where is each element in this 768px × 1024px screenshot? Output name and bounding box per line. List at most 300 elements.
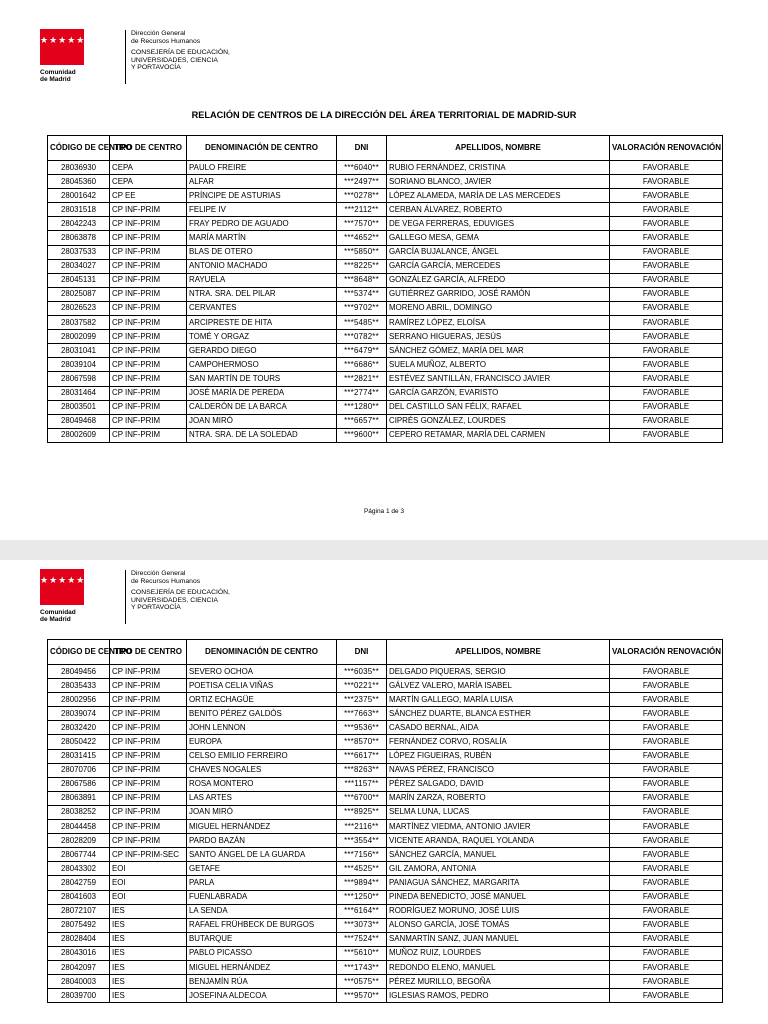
centers-table-page-2	[47, 639, 723, 1003]
table-row	[48, 848, 723, 862]
codigo-cell: 28001642	[48, 189, 110, 203]
table-row	[48, 665, 723, 679]
table-row	[48, 175, 723, 189]
denominacion-cell: FELIPE IV	[187, 203, 337, 217]
tipo-cell: CP INF-PRIM	[110, 665, 187, 679]
codigo-cell: 28067744	[48, 848, 110, 862]
table-row	[48, 876, 723, 890]
nombre-cell: PINEDA BENEDICTO, JOSÉ MANUEL	[387, 890, 610, 904]
valoracion-cell: FAVORABLE	[610, 876, 723, 890]
table-row	[48, 316, 723, 330]
codigo-cell: 28042759	[48, 876, 110, 890]
tipo-cell: CP INF-PRIM	[110, 721, 187, 735]
tipo-cell: CP INF-PRIM	[110, 245, 187, 259]
nombre-cell: PÉREZ SALGADO, DAVID	[387, 777, 610, 791]
table-row	[48, 287, 723, 301]
tipo-cell: CP INF-PRIM	[110, 707, 187, 721]
stars-icon: ★★★★★★★	[40, 35, 104, 45]
tipo-cell: EOI	[110, 890, 187, 904]
table-row	[48, 372, 723, 386]
header-valoracion: VALORACIÓN RENOVACIÓN	[610, 136, 723, 161]
denominacion-cell: MARÍA MARTÍN	[187, 231, 337, 245]
tipo-cell: CP INF-PRIM	[110, 330, 187, 344]
codigo-cell: 28049456	[48, 665, 110, 679]
denominacion-cell: CHAVES NOGALES	[187, 763, 337, 777]
table-row	[48, 400, 723, 414]
table-row	[48, 231, 723, 245]
nombre-cell: SÁNCHEZ GARCÍA, MANUEL	[387, 848, 610, 862]
valoracion-cell: FAVORABLE	[610, 693, 723, 707]
header-valoracion: VALORACIÓN RENOVACIÓN	[610, 640, 723, 665]
table-row	[48, 834, 723, 848]
nombre-cell: IGLESIAS RAMOS, PEDRO	[387, 989, 610, 1003]
codigo-cell: 28002609	[48, 428, 110, 442]
denominacion-cell: PAULO FREIRE	[187, 161, 337, 175]
valoracion-cell: FAVORABLE	[610, 862, 723, 876]
logo-org-name: Comunidad de Madrid	[40, 609, 76, 623]
denominacion-cell: NTRA. SRA. DE LA SOLEDAD	[187, 428, 337, 442]
valoracion-cell: FAVORABLE	[610, 791, 723, 805]
codigo-cell: 28037582	[48, 316, 110, 330]
codigo-cell: 28045131	[48, 273, 110, 287]
tipo-cell: CP INF-PRIM	[110, 414, 187, 428]
tipo-cell: CP INF-PRIM	[110, 735, 187, 749]
table-row	[48, 358, 723, 372]
nombre-cell: NAVAS PÉREZ, FRANCISCO	[387, 763, 610, 777]
nombre-cell: DELGADO PIQUERAS, SERGIO	[387, 665, 610, 679]
header-codigo: CÓDIGO DE CENTRO	[48, 640, 110, 665]
codigo-cell: 28075492	[48, 918, 110, 932]
denominacion-cell: CAMPOHERMOSO	[187, 358, 337, 372]
valoracion-cell: FAVORABLE	[610, 749, 723, 763]
codigo-cell: 28003501	[48, 400, 110, 414]
valoracion-cell: FAVORABLE	[610, 904, 723, 918]
denominacion-cell: FRAY PEDRO DE AGUADO	[187, 217, 337, 231]
valoracion-cell: FAVORABLE	[610, 989, 723, 1003]
denominacion-cell: NTRA. SRA. DEL PILAR	[187, 287, 337, 301]
codigo-cell: 28002956	[48, 693, 110, 707]
table-row	[48, 203, 723, 217]
tipo-cell: CP INF-PRIM	[110, 386, 187, 400]
denominacion-cell: PARLA	[187, 876, 337, 890]
table-row	[48, 932, 723, 946]
codigo-cell: 28031518	[48, 203, 110, 217]
tipo-cell: CP INF-PRIM	[110, 820, 187, 834]
table-row	[48, 791, 723, 805]
table-row	[48, 777, 723, 791]
tipo-cell: CP INF-PRIM	[110, 217, 187, 231]
dni-cell: ***8570**	[337, 735, 387, 749]
table-row	[48, 989, 723, 1003]
nombre-cell: LÓPEZ ALAMEDA, MARÍA DE LAS MERCEDES	[387, 189, 610, 203]
valoracion-cell: FAVORABLE	[610, 273, 723, 287]
page-footer: Página 1 de 3	[363, 508, 405, 515]
dni-cell: ***8648**	[337, 273, 387, 287]
denominacion-cell: SAN MARTÍN DE TOURS	[187, 372, 337, 386]
codigo-cell: 28072107	[48, 904, 110, 918]
denominacion-cell: ROSA MONTERO	[187, 777, 337, 791]
nombre-cell: ALONSO GARCÍA, JOSÉ TOMÁS	[387, 918, 610, 932]
nombre-cell: RAMÍREZ LÓPEZ, ELOÍSA	[387, 316, 610, 330]
dni-cell: ***1250**	[337, 890, 387, 904]
codigo-cell: 28042097	[48, 960, 110, 974]
valoracion-cell: FAVORABLE	[610, 259, 723, 273]
dni-cell: ***8925**	[337, 805, 387, 819]
dni-cell: ***1280**	[337, 400, 387, 414]
denominacion-cell: JOHN LENNON	[187, 721, 337, 735]
table-row	[48, 428, 723, 442]
dni-cell: ***2375**	[337, 693, 387, 707]
madrid-flag-icon	[40, 569, 104, 605]
dni-cell: ***6700**	[337, 791, 387, 805]
valoracion-cell: FAVORABLE	[610, 386, 723, 400]
table-row	[48, 301, 723, 315]
tipo-cell: CP INF-PRIM	[110, 428, 187, 442]
denominacion-cell: ANTONIO MACHADO	[187, 259, 337, 273]
nombre-cell: GARCÍA BUJALANCE, ÁNGEL	[387, 245, 610, 259]
tipo-cell: EOI	[110, 862, 187, 876]
tipo-cell: CEPA	[110, 175, 187, 189]
header-dni: DNI	[337, 136, 387, 161]
codigo-cell: 28063878	[48, 231, 110, 245]
nombre-cell: PANIAGUA SÁNCHEZ, MARGARITA	[387, 876, 610, 890]
dni-cell: ***2497**	[337, 175, 387, 189]
valoracion-cell: FAVORABLE	[610, 245, 723, 259]
header-denominacion: DENOMINACIÓN DE CENTRO	[187, 640, 337, 665]
denominacion-cell: BLAS DE OTERO	[187, 245, 337, 259]
codigo-cell: 28050422	[48, 735, 110, 749]
dni-cell: ***7663**	[337, 707, 387, 721]
table-row	[48, 161, 723, 175]
valoracion-cell: FAVORABLE	[610, 946, 723, 960]
dni-cell: ***9570**	[337, 989, 387, 1003]
codigo-cell: 28028209	[48, 834, 110, 848]
codigo-cell: 28070706	[48, 763, 110, 777]
valoracion-cell: FAVORABLE	[610, 231, 723, 245]
nombre-cell: GARCÍA GARCÍA, MERCEDES	[387, 259, 610, 273]
tipo-cell: CP INF-PRIM	[110, 372, 187, 386]
nombre-cell: GALLEGO MESA, GEMA	[387, 231, 610, 245]
denominacion-cell: MIGUEL HERNÁNDEZ	[187, 960, 337, 974]
dni-cell: ***7524**	[337, 932, 387, 946]
table-row	[48, 960, 723, 974]
valoracion-cell: FAVORABLE	[610, 805, 723, 819]
valoracion-cell: FAVORABLE	[610, 890, 723, 904]
tipo-cell: IES	[110, 989, 187, 1003]
nombre-cell: MORENO ABRIL, DOMINGO	[387, 301, 610, 315]
table-row	[48, 763, 723, 777]
valoracion-cell: FAVORABLE	[610, 301, 723, 315]
table-header-row	[48, 640, 723, 665]
valoracion-cell: FAVORABLE	[610, 217, 723, 231]
tipo-cell: EOI	[110, 876, 187, 890]
denominacion-cell: BENITO PÉREZ GALDÓS	[187, 707, 337, 721]
nombre-cell: SORIANO BLANCO, JAVIER	[387, 175, 610, 189]
dni-cell: ***5610**	[337, 946, 387, 960]
denominacion-cell: LA SENDA	[187, 904, 337, 918]
nombre-cell: SÁNCHEZ DUARTE, BLANCA ESTHER	[387, 707, 610, 721]
valoracion-cell: FAVORABLE	[610, 428, 723, 442]
dni-cell: ***9894**	[337, 876, 387, 890]
table-row	[48, 820, 723, 834]
tipo-cell: IES	[110, 946, 187, 960]
table-row	[48, 344, 723, 358]
nombre-cell: MARÍN ZARZA, ROBERTO	[387, 791, 610, 805]
tipo-cell: CP INF-PRIM	[110, 791, 187, 805]
valoracion-cell: FAVORABLE	[610, 287, 723, 301]
nombre-cell: CASADO BERNAL, AIDA	[387, 721, 610, 735]
codigo-cell: 28045360	[48, 175, 110, 189]
nombre-cell: LÓPEZ FIGUEIRAS, RUBÉN	[387, 749, 610, 763]
table-row	[48, 975, 723, 989]
nombre-cell: REDONDO ELENO, MANUEL	[387, 960, 610, 974]
denominacion-cell: LAS ARTES	[187, 791, 337, 805]
codigo-cell: 28031464	[48, 386, 110, 400]
codigo-cell: 28063891	[48, 791, 110, 805]
denominacion-cell: CELSO EMILIO FERREIRO	[187, 749, 337, 763]
dni-cell: ***2116**	[337, 820, 387, 834]
codigo-cell: 28032420	[48, 721, 110, 735]
valoracion-cell: FAVORABLE	[610, 975, 723, 989]
valoracion-cell: FAVORABLE	[610, 175, 723, 189]
valoracion-cell: FAVORABLE	[610, 777, 723, 791]
codigo-cell: 28037533	[48, 245, 110, 259]
dni-cell: ***1743**	[337, 960, 387, 974]
tipo-cell: IES	[110, 918, 187, 932]
codigo-cell: 28039074	[48, 707, 110, 721]
table-row	[48, 693, 723, 707]
logo-department-text: Dirección General de Recursos Humanos CONSEJERÍA DE EDUCACIÓN, UNIVERSIDADES, CIENCIA Y PORTAVOCÍA	[131, 570, 230, 612]
table-row	[48, 217, 723, 231]
dni-cell: ***9600**	[337, 428, 387, 442]
tipo-cell: IES	[110, 904, 187, 918]
dni-cell: ***0221**	[337, 679, 387, 693]
denominacion-cell: JOSÉ MARÍA DE PEREDA	[187, 386, 337, 400]
valoracion-cell: FAVORABLE	[610, 344, 723, 358]
nombre-cell: CERBAN ÁLVAREZ, ROBERTO	[387, 203, 610, 217]
tipo-cell: CP INF-PRIM	[110, 834, 187, 848]
codigo-cell: 28040003	[48, 975, 110, 989]
tipo-cell: IES	[110, 960, 187, 974]
valoracion-cell: FAVORABLE	[610, 834, 723, 848]
nombre-cell: CEPERO RETAMAR, MARÍA DEL CARMEN	[387, 428, 610, 442]
dni-cell: ***2112**	[337, 203, 387, 217]
nombre-cell: FERNÁNDEZ CORVO, ROSALÍA	[387, 735, 610, 749]
tipo-cell: CP INF-PRIM	[110, 358, 187, 372]
codigo-cell: 28039104	[48, 358, 110, 372]
nombre-cell: DEL CASTILLO SAN FÉLIX, RAFAEL	[387, 400, 610, 414]
tipo-cell: CP INF-PRIM	[110, 344, 187, 358]
denominacion-cell: JOAN MIRÓ	[187, 805, 337, 819]
table-row	[48, 918, 723, 932]
table-row	[48, 735, 723, 749]
codigo-cell: 28038252	[48, 805, 110, 819]
header-tipo: TIPO DE CENTRO	[110, 136, 187, 161]
dni-cell: ***6040**	[337, 161, 387, 175]
centers-table-page-1	[47, 135, 723, 443]
valoracion-cell: FAVORABLE	[610, 820, 723, 834]
nombre-cell: SERRANO HIGUERAS, JESÚS	[387, 330, 610, 344]
tipo-cell: CP INF-PRIM	[110, 805, 187, 819]
table-row	[48, 749, 723, 763]
codigo-cell: 28067586	[48, 777, 110, 791]
denominacion-cell: CALDERÓN DE LA BARCA	[187, 400, 337, 414]
nombre-cell: MUÑOZ RUIZ, LOURDES	[387, 946, 610, 960]
nombre-cell: DE VEGA FERRERAS, EDUVIGES	[387, 217, 610, 231]
valoracion-cell: FAVORABLE	[610, 189, 723, 203]
header-nombre: APELLIDOS, NOMBRE	[387, 136, 610, 161]
denominacion-cell: PABLO PICASSO	[187, 946, 337, 960]
nombre-cell: RUBIO FERNÁNDEZ, CRISTINA	[387, 161, 610, 175]
tipo-cell: CP INF-PRIM	[110, 259, 187, 273]
dni-cell: ***6657**	[337, 414, 387, 428]
dni-cell: ***5374**	[337, 287, 387, 301]
dni-cell: ***0278**	[337, 189, 387, 203]
logo-org-name: Comunidad de Madrid	[40, 69, 76, 83]
codigo-cell: 28031041	[48, 344, 110, 358]
dni-cell: ***0782**	[337, 330, 387, 344]
nombre-cell: VICENTE ARANDA, RAQUEL YOLANDA	[387, 834, 610, 848]
valoracion-cell: FAVORABLE	[610, 960, 723, 974]
tipo-cell: CP INF-PRIM	[110, 763, 187, 777]
header-codigo: CÓDIGO DE CENTRO	[48, 136, 110, 161]
denominacion-cell: FUENLABRADA	[187, 890, 337, 904]
denominacion-cell: GERARDO DIEGO	[187, 344, 337, 358]
nombre-cell: PÉREZ MURILLO, BEGOÑA	[387, 975, 610, 989]
dni-cell: ***8225**	[337, 259, 387, 273]
codigo-cell: 28043016	[48, 946, 110, 960]
denominacion-cell: BENJAMÍN RÚA	[187, 975, 337, 989]
dni-cell: ***5850**	[337, 245, 387, 259]
table-row	[48, 904, 723, 918]
valoracion-cell: FAVORABLE	[610, 918, 723, 932]
tipo-cell: CP INF-PRIM	[110, 679, 187, 693]
tipo-cell: CP INF-PRIM	[110, 693, 187, 707]
dni-cell: ***3073**	[337, 918, 387, 932]
dni-cell: ***9702**	[337, 301, 387, 315]
denominacion-cell: JOAN MIRÓ	[187, 414, 337, 428]
codigo-cell: 28025087	[48, 287, 110, 301]
codigo-cell: 28035433	[48, 679, 110, 693]
table-row	[48, 414, 723, 428]
tipo-cell: CP INF-PRIM	[110, 301, 187, 315]
valoracion-cell: FAVORABLE	[610, 707, 723, 721]
codigo-cell: 28044458	[48, 820, 110, 834]
logo-divider	[125, 30, 126, 84]
codigo-cell: 28034027	[48, 259, 110, 273]
denominacion-cell: ORTIZ ECHAGÜE	[187, 693, 337, 707]
dni-cell: ***2774**	[337, 386, 387, 400]
table-row	[48, 273, 723, 287]
denominacion-cell: CERVANTES	[187, 301, 337, 315]
valoracion-cell: FAVORABLE	[610, 330, 723, 344]
dni-cell: ***6164**	[337, 904, 387, 918]
comunidad-madrid-logo	[40, 29, 230, 87]
valoracion-cell: FAVORABLE	[610, 414, 723, 428]
table-row	[48, 189, 723, 203]
valoracion-cell: FAVORABLE	[610, 848, 723, 862]
denominacion-cell: JOSEFINA ALDECOA	[187, 989, 337, 1003]
denominacion-cell: BUTARQUE	[187, 932, 337, 946]
codigo-cell: 28043302	[48, 862, 110, 876]
logo-department-text: Dirección General de Recursos Humanos CONSEJERÍA DE EDUCACIÓN, UNIVERSIDADES, CIENCIA Y PORTAVOCÍA	[131, 30, 230, 72]
tipo-cell: CP INF-PRIM-SEC	[110, 848, 187, 862]
document-title: RELACIÓN DE CENTROS DE LA DIRECCIÓN DEL ÁREA TERRITORIAL DE MADRID-SUR	[191, 110, 577, 120]
valoracion-cell: FAVORABLE	[610, 721, 723, 735]
page-separator	[0, 540, 768, 560]
table-row	[48, 721, 723, 735]
denominacion-cell: SEVERO OCHOA	[187, 665, 337, 679]
nombre-cell: MARTÍN GALLEGO, MARÍA LUISA	[387, 693, 610, 707]
dni-cell: ***7570**	[337, 217, 387, 231]
header-tipo: TIPO DE CENTRO	[110, 640, 187, 665]
header-denominacion: DENOMINACIÓN DE CENTRO	[187, 136, 337, 161]
tipo-cell: CP INF-PRIM	[110, 287, 187, 301]
tipo-cell: CP EE	[110, 189, 187, 203]
nombre-cell: GUTIÉRREZ GARRIDO, JOSÉ RAMÓN	[387, 287, 610, 301]
codigo-cell: 28041603	[48, 890, 110, 904]
codigo-cell: 28031415	[48, 749, 110, 763]
dni-cell: ***0575**	[337, 975, 387, 989]
table-row	[48, 330, 723, 344]
codigo-cell: 28042243	[48, 217, 110, 231]
codigo-cell: 28028404	[48, 932, 110, 946]
comunidad-madrid-logo	[40, 569, 230, 627]
denominacion-cell: PARDO BAZÁN	[187, 834, 337, 848]
stars-icon: ★★★★★★★	[40, 575, 104, 585]
codigo-cell: 28002099	[48, 330, 110, 344]
dni-cell: ***6035**	[337, 665, 387, 679]
nombre-cell: GIL ZAMORA, ANTONIA	[387, 862, 610, 876]
dni-cell: ***6617**	[337, 749, 387, 763]
denominacion-cell: RAYUELA	[187, 273, 337, 287]
table-header-row	[48, 136, 723, 161]
table-row	[48, 946, 723, 960]
dni-cell: ***7156**	[337, 848, 387, 862]
denominacion-cell: PRÍNCIPE DE ASTURIAS	[187, 189, 337, 203]
denominacion-cell: MIGUEL HERNÁNDEZ	[187, 820, 337, 834]
valoracion-cell: FAVORABLE	[610, 316, 723, 330]
madrid-flag-icon	[40, 29, 104, 65]
table-row	[48, 245, 723, 259]
tipo-cell: CP INF-PRIM	[110, 777, 187, 791]
nombre-cell: SÁNCHEZ GÓMEZ, MARÍA DEL MAR	[387, 344, 610, 358]
table-row	[48, 707, 723, 721]
tipo-cell: CP INF-PRIM	[110, 400, 187, 414]
dni-cell: ***1157**	[337, 777, 387, 791]
logo-divider	[125, 570, 126, 624]
valoracion-cell: FAVORABLE	[610, 203, 723, 217]
nombre-cell: GONZÁLEZ GARCÍA, ALFREDO	[387, 273, 610, 287]
table-row	[48, 890, 723, 904]
nombre-cell: MARTÍNEZ VIEDMA, ANTONIO JAVIER	[387, 820, 610, 834]
tipo-cell: CP INF-PRIM	[110, 749, 187, 763]
dni-cell: ***4525**	[337, 862, 387, 876]
nombre-cell: RODRÍGUEZ MORUNO, JOSÉ LUIS	[387, 904, 610, 918]
nombre-cell: SELMA LUNA, LUCAS	[387, 805, 610, 819]
dni-cell: ***6686**	[337, 358, 387, 372]
dni-cell: ***6479**	[337, 344, 387, 358]
header-nombre: APELLIDOS, NOMBRE	[387, 640, 610, 665]
valoracion-cell: FAVORABLE	[610, 932, 723, 946]
valoracion-cell: FAVORABLE	[610, 358, 723, 372]
table-row	[48, 679, 723, 693]
tipo-cell: IES	[110, 932, 187, 946]
table-row	[48, 259, 723, 273]
tipo-cell: CP INF-PRIM	[110, 316, 187, 330]
codigo-cell: 28039700	[48, 989, 110, 1003]
codigo-cell: 28036930	[48, 161, 110, 175]
